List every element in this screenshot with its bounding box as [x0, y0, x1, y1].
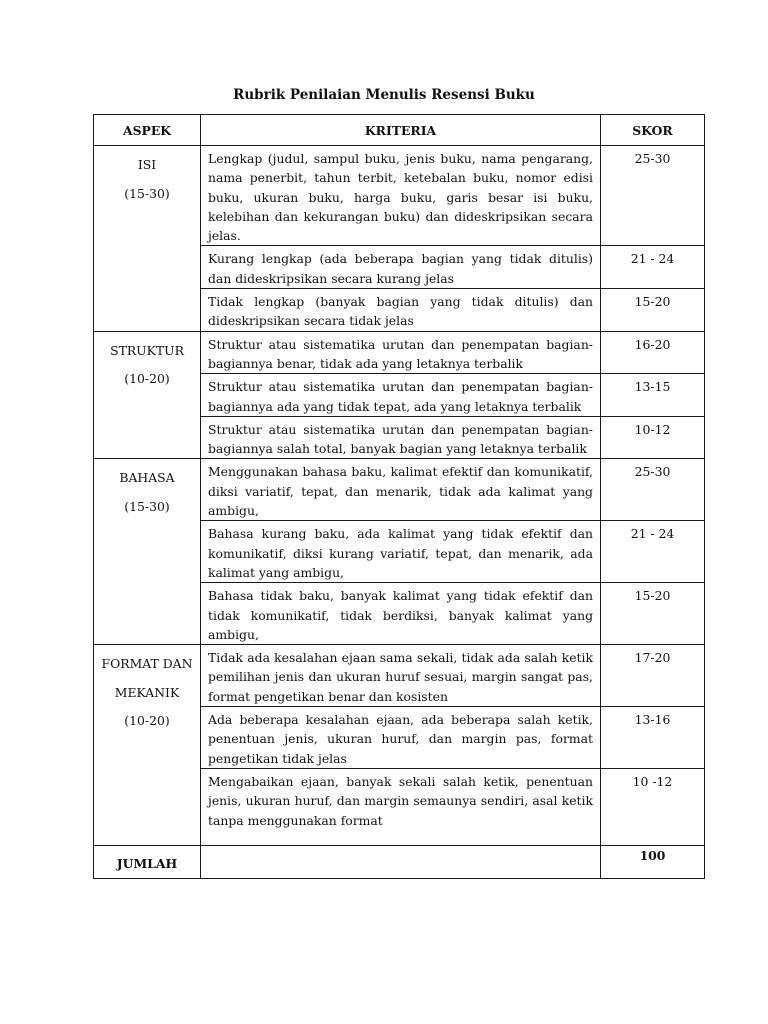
document-title: Rubrik Penilaian Menulis Resensi Buku [233, 87, 535, 103]
score-cell: 21 - 24 [601, 246, 705, 289]
aspect-cell-struktur [94, 331, 201, 459]
criteria-cell: Ada beberapa kesalahan ejaan, ada beberapa salah ketik, penentuan jenis, ukuran huruf, dan margin pas, format pengetikan tidak jelas [201, 707, 601, 769]
criteria-cell: Kurang lengkap (ada beberapa bagian yang tidak ditulis) dan dideskripsikan secara kurang jelas [201, 246, 601, 289]
criteria-cell: Lengkap (judul, sampul buku, jenis buku, nama pengarang, nama penerbit, tahun terbit, ketebalan buku, nomor edisi buku, ukuran buku, harga buku, garis besar isi buku, kelebihan dan kekurangan buku) dan dideskripsikan secara jelas. [201, 146, 601, 246]
score-cell: 25-30 [601, 146, 705, 246]
criteria-cell: Menggunakan bahasa baku, kalimat efektif dan komunikatif, diksi variatif, tepat, dan menarik, tidak ada kalimat yang ambigu, [201, 459, 601, 521]
aspect-name: ISI [137, 157, 157, 172]
criteria-cell: Struktur atau sistematika urutan dan penempatan bagian-bagiannya salah total, banyak bagian yang letaknya terbalik [201, 416, 601, 459]
aspect-cell-isi [94, 146, 201, 332]
total-score: 100 [601, 845, 705, 878]
aspect-range: (15-30) [124, 498, 170, 514]
total-label: JUMLAH [94, 845, 201, 878]
aspect-range: (10-20) [124, 713, 170, 729]
score-cell: 10 -12 [601, 768, 705, 845]
rubric-table [93, 114, 705, 879]
score-cell: 13-16 [601, 707, 705, 769]
aspect-cell-bahasa [94, 459, 201, 645]
aspect-name-line2: MEKANIK [114, 684, 180, 700]
aspect-name-line1: FORMAT DAN [101, 656, 193, 672]
score-cell: 17-20 [601, 645, 705, 707]
table-row [94, 146, 705, 246]
aspect-name: STRUKTUR [110, 342, 184, 358]
aspect-name: BAHASA [119, 470, 175, 486]
aspect-range: (15-30) [124, 185, 170, 201]
score-cell: 15-20 [601, 289, 705, 332]
criteria-cell: Tidak ada kesalahan ejaan sama sekali, tidak ada salah ketik pemilihan jenis dan ukuran huruf sesuai, margin sangat pas, format pengetikan benar dan kosisten [201, 645, 601, 707]
score-cell: 10-12 [601, 416, 705, 459]
score-cell: 25-30 [601, 459, 705, 521]
total-criteria-cell [201, 845, 601, 878]
table-row [94, 645, 705, 707]
criteria-cell: Bahasa tidak baku, banyak kalimat yang tidak efektif dan tidak komunikatif, tidak berdiksi, banyak kalimat yang ambigu, [201, 583, 601, 645]
aspect-cell-format [94, 645, 201, 846]
table-row [94, 459, 705, 521]
header-aspek: ASPEK [94, 115, 201, 146]
table-header-row [94, 115, 705, 146]
score-cell: 16-20 [601, 331, 705, 374]
header-skor: SKOR [601, 115, 705, 146]
criteria-cell: Bahasa kurang baku, ada kalimat yang tidak efektif dan komunikatif, diksi kurang variatif, tepat, dan menarik, ada kalimat yang ambigu, [201, 521, 601, 583]
aspect-range: (10-20) [124, 371, 170, 387]
score-cell: 15-20 [601, 583, 705, 645]
score-cell: 21 - 24 [601, 521, 705, 583]
criteria-cell: Tidak lengkap (banyak bagian yang tidak ditulis) dan dideskripsikan secara tidak jelas [201, 289, 601, 332]
criteria-cell: Mengabaikan ejaan, banyak sekali salah ketik, penentuan jenis, ukuran huruf, dan margin semaunya sendiri, asal ketik tanpa menggunakan format [201, 768, 601, 845]
score-cell: 13-15 [601, 374, 705, 417]
table-row [94, 331, 705, 374]
header-kriteria: KRITERIA [201, 115, 601, 146]
criteria-cell: Struktur atau sistematika urutan dan penempatan bagian-bagiannya ada yang tidak tepat, ada yang letaknya terbalik [201, 374, 601, 417]
criteria-cell: Struktur atau sistematika urutan dan penempatan bagian-bagiannya benar, tidak ada yang letaknya terbalik [201, 331, 601, 374]
total-row [94, 845, 705, 878]
